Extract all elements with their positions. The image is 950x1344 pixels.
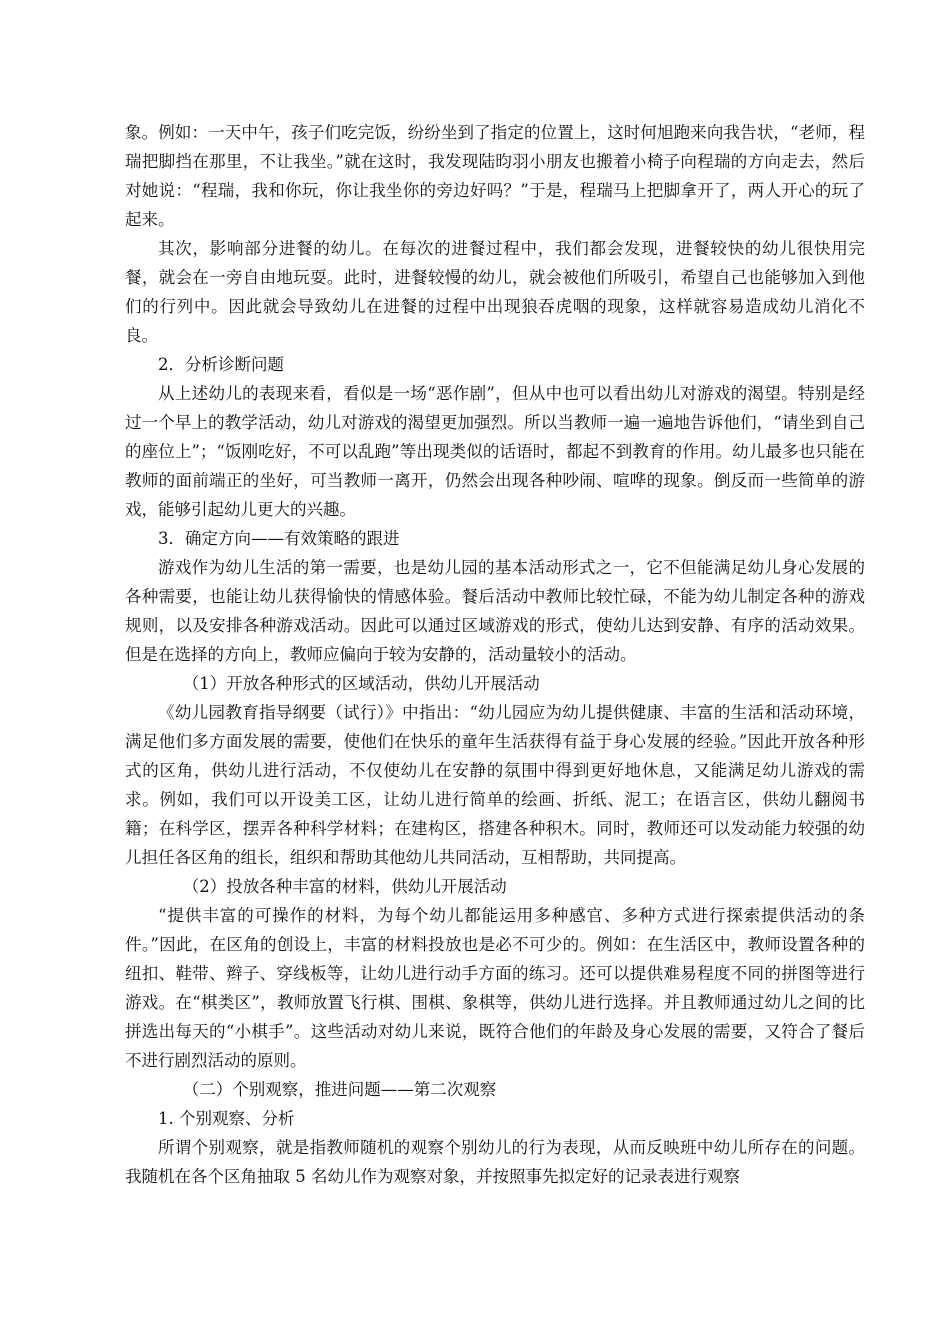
subheading-materials: （2）投放各种丰富的材料，供幼儿开展活动 [182, 877, 507, 896]
paragraph-materials: “提供丰富的可操作的材料，为每个幼儿都能运用多种感官、多种方式进行探索提供活动的条件。”因此，在区角的创设上，丰富的材料投放也是必不可少的。例如：在生活区中，教师设置各种的纽扣、鞋带、辫子、穿线板等，让幼儿进行动手方面的练习。还可以提供难易程度不同的拼图等进行游戏。在“棋类区”，教师放置飞行棋、围棋、象棋等，供幼儿进行选择。并且教师通过幼儿之间的比拼选出每天的“小棋手”。这些活动对幼儿来说，既符合他们的年龄及身心发展的需要，又符合了餐后不进行剧烈活动的原则。 [125, 906, 865, 1070]
paragraph-direction: 游戏作为幼儿生活的第一需要，也是幼儿园的基本活动形式之一，它不但能满足幼儿身心发展的各种需要，也能让幼儿获得愉快的情感体验。餐后活动中教师比较忙碌，不能为幼儿制定各种的游戏规则，以及安排各种游戏活动。因此可以通过区域游戏的形式，使幼儿达到安静、有序的活动效果。但是在选择的方向上，教师应偏向于较为安静的，活动量较小的活动。 [125, 558, 865, 664]
subheading-second-observation: （二）个别观察，推进问题——第二次观察 [182, 1080, 497, 1099]
paragraph-open-areas: 《幼儿园教育指导纲要（试行）》中指出：“幼儿园应为幼儿提供健康、丰富的生活和活动环境，满足他们多方面发展的需要，使他们在快乐的童年生活获得有益于身心发展的经验。”因此开放各种形式的区角，供幼儿进行活动，不仅使幼儿在安静的氛围中得到更好地休息，又能满足幼儿游戏的需求。例如，我们可以开设美工区，让幼儿进行简单的绘画、折纸、泥工；在语言区，供幼儿翻阅书籍；在科学区，摆弄各种科学材料；在建构区，搭建各种积木。同时，教师还可以发动能力较强的幼儿担任各区角的组长，组织和帮助其他幼儿共同活动，互相帮助，共同提高。 [125, 703, 865, 867]
paragraph-anecdote-end: 象。例如：一天中午，孩子们吃完饭，纷纷坐到了指定的位置上，这时何旭跑来向我告状，“老师，程瑞把脚挡在那里，不让我坐。”就在这时，我发现陆昀羽小朋友也搬着小椅子向程瑞的方向走去，然后对她说：“程瑞，我和你玩，你让我坐你的旁边好吗？”于是，程瑞马上把脚拿开了，两人开心的玩了起来。 [125, 123, 865, 229]
subheading-open-areas: （1）开放各种形式的区域活动，供幼儿开展活动 [182, 674, 540, 693]
heading-direction: 3．确定方向——有效策略的跟进 [158, 529, 400, 548]
heading-individual-observation: 1. 个别观察、分析 [158, 1109, 295, 1128]
paragraph-second-effect: 其次，影响部分进餐的幼儿。在每次的进餐过程中，我们都会发现，进餐较快的幼儿很快用完餐，就会在一旁自由地玩耍。此时，进餐较慢的幼儿，就会被他们所吸引，希望自己也能够加入到他们的行列中。因此就会导致幼儿在进餐的过程中出现狼吞虎咽的现象，这样就容易造成幼儿消化不良。 [125, 239, 865, 345]
paragraph-individual-observation: 所谓个别观察，就是指教师随机的观察个别幼儿的行为表现，从而反映班中幼儿所存在的问题。我随机在各个区角抽取 5 名幼儿作为观察对象，并按照事先拟定好的记录表进行观察 [125, 1138, 865, 1186]
document-body [125, 118, 865, 1191]
heading-analysis: 2．分析诊断问题 [158, 355, 284, 374]
paragraph-analysis: 从上述幼儿的表现来看，看似是一场“恶作剧”，但从中也可以看出幼儿对游戏的渴望。特别是经过一个早上的教学活动，幼儿对游戏的渴望更加强烈。所以当教师一遍一遍地告诉他们，“请坐到自己的座位上”；“饭刚吃好，不可以乱跑”等出现类似的话语时，都起不到教育的作用。幼儿最多也只能在教师的面前端正的坐好，可当教师一离开，仍然会出现各种吵闹、喧哗的现象。倒反而一些简单的游戏，能够引起幼儿更大的兴趣。 [125, 384, 865, 519]
